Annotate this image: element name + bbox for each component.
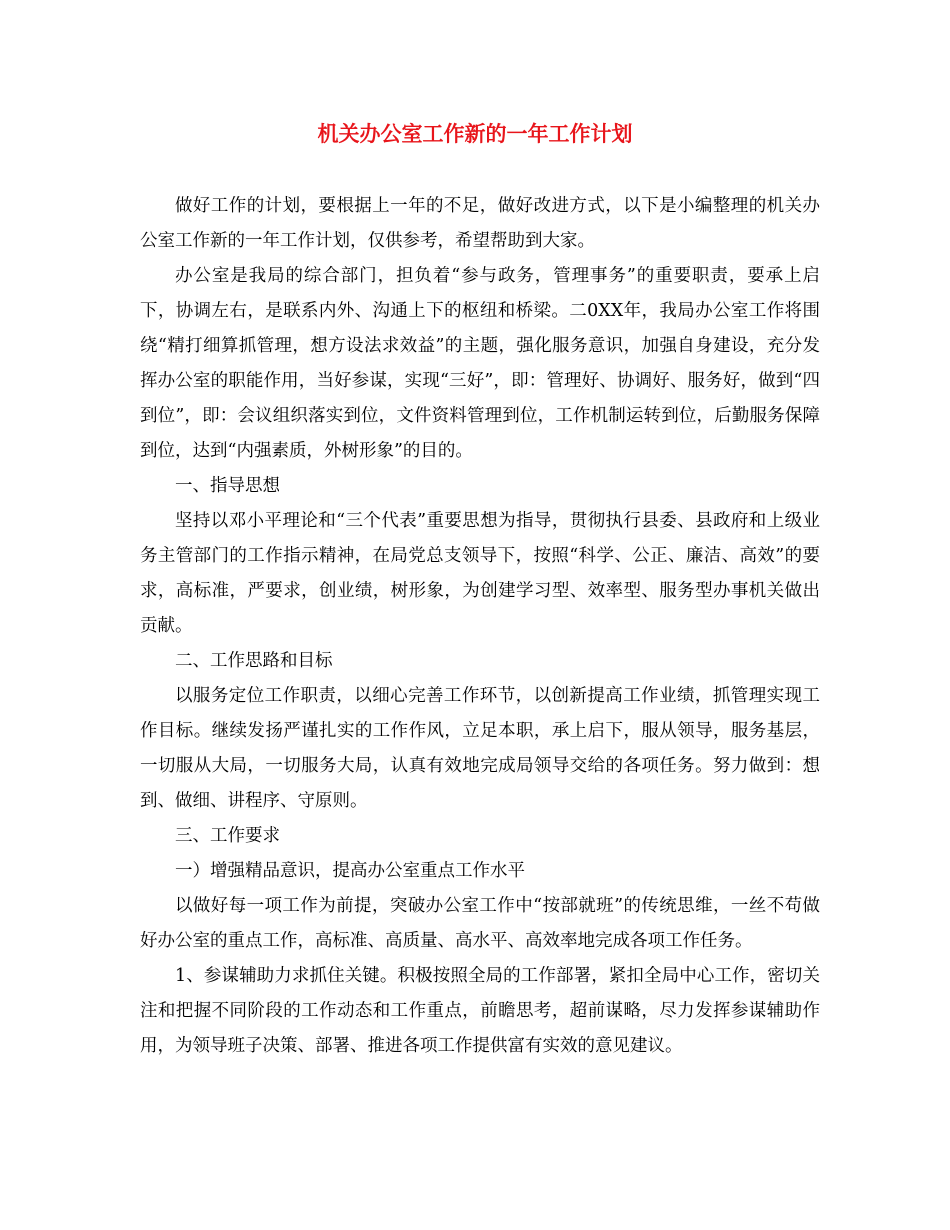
paragraph-approach-goals: 以服务定位工作职责，以细心完善工作环节，以创新提高工作业绩，抓管理实现工作目标。继续发扬严谨扎实的工作作风，立足本职，承上启下，服从领导，服务基层，一切服从大局，一切服务大局，认真有效地完成局领导交给的各项任务。努力做到：想到、做细、讲程序、守原则。	[140, 686, 820, 811]
paragraph-advisory-role: 1、参谋辅助力求抓住关键。积极按照全局的工作部署，紧扣全局中心工作，密切关注和把握不同阶段的工作动态和工作重点，前瞻思考，超前谋略，尽力发挥参谋辅助作用，为领导班子决策、部署、推进各项工作提供富有实效的意见建议。	[140, 966, 820, 1056]
document-body	[140, 189, 820, 1064]
paragraph-key-work: 以做好每一项工作为前提，突破办公室工作中“按部就班”的传统思维，一丝不苟做好办公室的重点工作，高标准、高质量、高水平、高效率地完成各项工作任务。	[140, 896, 820, 951]
paragraph-guiding-ideology: 坚持以邓小平理论和“三个代表”重要思想为指导，贯彻执行县委、县政府和上级业务主管部门的工作指示精神，在局党总支领导下，按照“科学、公正、廉洁、高效”的要求，高标准，严要求，创业绩，树形象，为创建学习型、效率型、服务型办事机关做出贡献。	[140, 511, 820, 636]
paragraph-intro: 做好工作的计划，要根据上一年的不足，做好改进方式，以下是小编整理的机关办公室工作新的一年工作计划，仅供参考，希望帮助到大家。	[140, 196, 820, 251]
section-heading-guiding-ideology: 一、指导思想	[175, 476, 280, 496]
paragraph-office-role: 办公室是我局的综合部门，担负着“参与政务，管理事务”的重要职责，要承上启下，协调左右，是联系内外、沟通上下的枢纽和桥梁。二0XX年，我局办公室工作将围绕“精打细算抓管理，想方设法求效益”的主题，强化服务意识，加强自身建设，充分发挥办公室的职能作用，当好参谋，实现“三好”，即：管理好、协调好、服务好，做到“四到位”，即：会议组织落实到位，文件资料管理到位，工作机制运转到位，后勤服务保障到位，达到“内强素质，外树形象”的目的。	[140, 266, 820, 461]
subsection-heading-quality-awareness: 一）增强精品意识，提高办公室重点工作水平	[175, 861, 525, 881]
section-heading-approach-goals: 二、工作思路和目标	[175, 651, 333, 671]
document-title: 机关办公室工作新的一年工作计划	[317, 121, 633, 146]
section-heading-requirements: 三、工作要求	[175, 826, 280, 846]
